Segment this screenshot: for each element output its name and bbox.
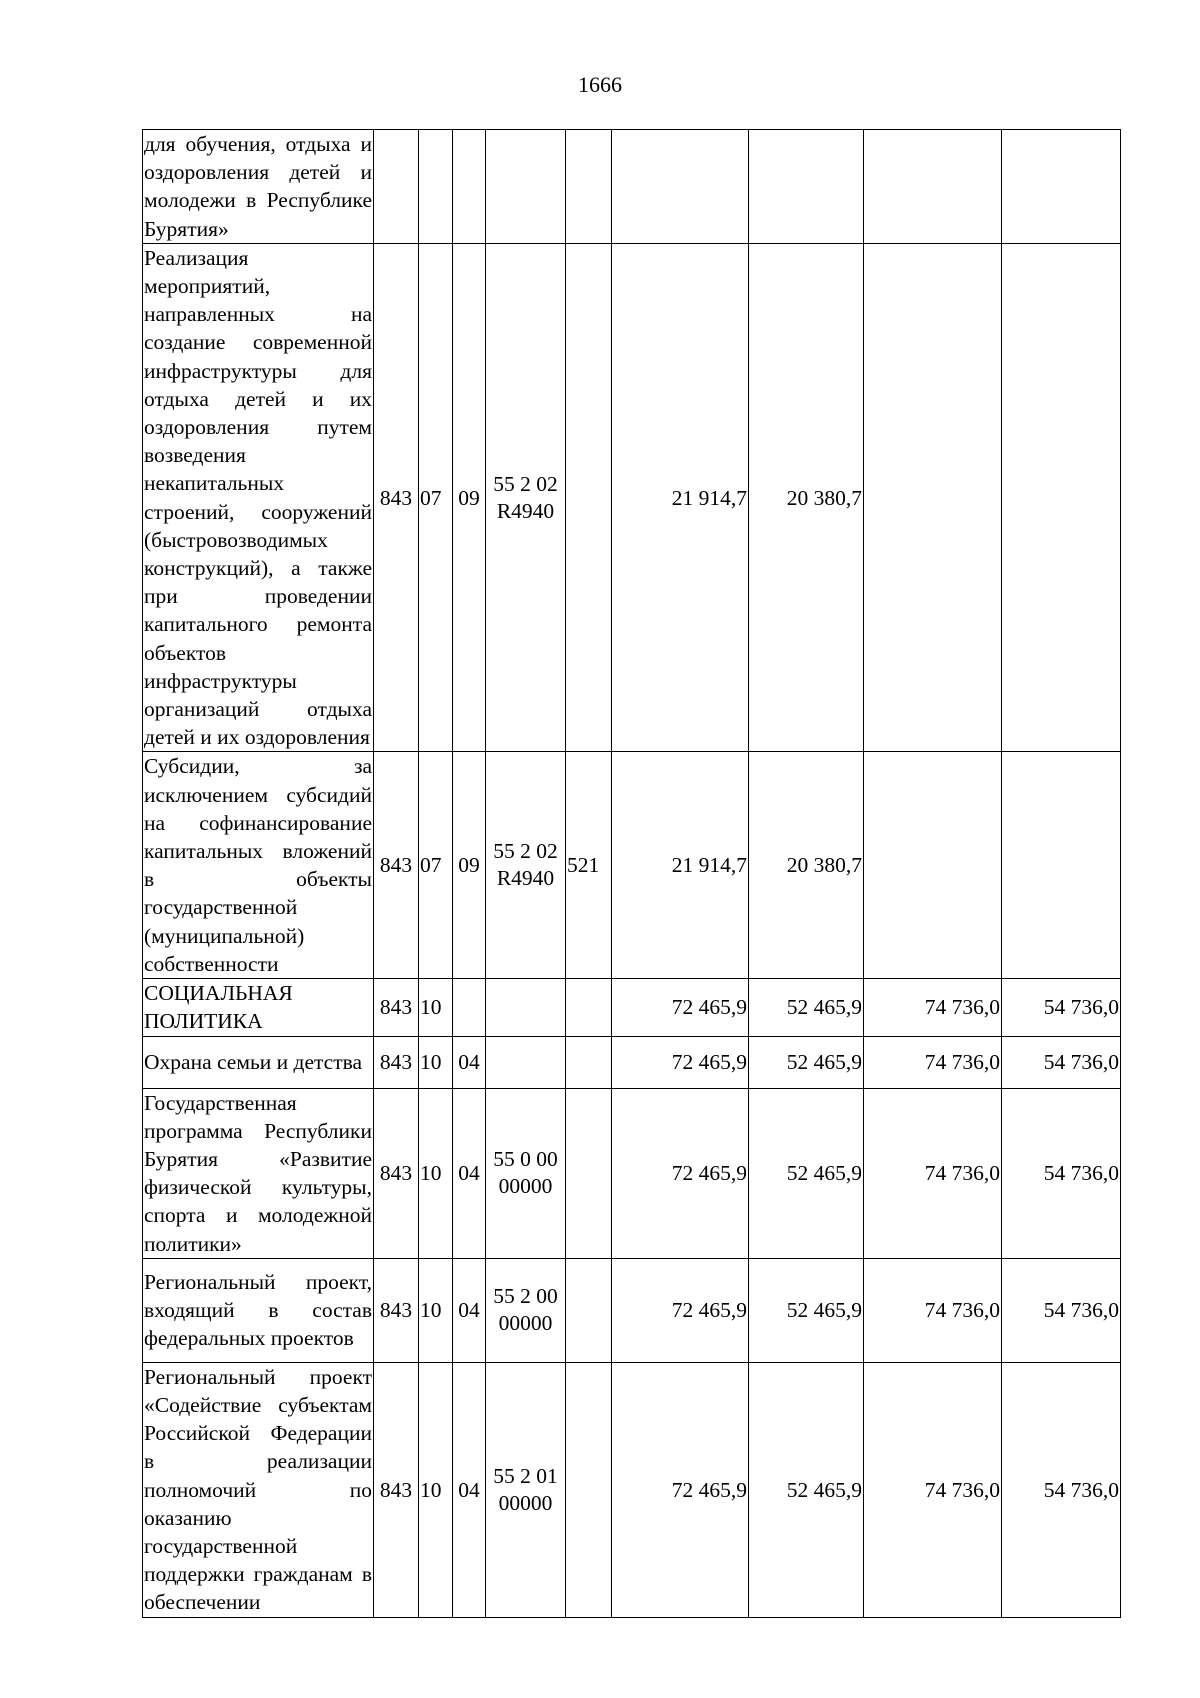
section-code: 10 [419, 979, 453, 1036]
target-article-line-1: 55 2 02 [493, 471, 558, 496]
target-article-line-1: 55 2 01 [493, 1463, 558, 1488]
grbs-code: 843 [374, 752, 419, 979]
target-article-line-1: 55 2 02 [493, 839, 558, 864]
amount-col-1: 21 914,7 [612, 752, 749, 979]
amount-col-4: 54 736,0 [1002, 979, 1121, 1036]
table-row [143, 130, 1121, 244]
table-row [143, 1258, 1121, 1362]
amount-col-4 [1002, 243, 1121, 752]
amount-col-3: 74 736,0 [864, 1258, 1002, 1362]
amount-col-2: 52 465,9 [749, 1258, 864, 1362]
amount-col-1: 72 465,9 [612, 1258, 749, 1362]
amount-col-2: 52 465,9 [749, 979, 864, 1036]
target-article-code [486, 752, 566, 979]
subsection-code: 04 [453, 1258, 486, 1362]
amount-col-4 [1002, 752, 1121, 979]
amount-col-3 [864, 752, 1002, 979]
target-article-line-2: 00000 [498, 1311, 553, 1336]
grbs-code: 843 [374, 1258, 419, 1362]
section-code: 10 [419, 1036, 453, 1088]
amount-col-1: 72 465,9 [612, 1362, 749, 1617]
target-article-line-2: 00000 [498, 1490, 553, 1515]
subsection-code: 04 [453, 1362, 486, 1617]
row-name: Государственная программа Республики Бурятия «Развитие физической культуры, спорта и молодежной политики» [143, 1088, 374, 1258]
table-row [143, 1088, 1121, 1258]
subsection-code: 04 [453, 1036, 486, 1088]
target-article-line-1: 55 0 00 [493, 1147, 558, 1172]
target-article-line-1: 55 2 00 [493, 1284, 558, 1309]
target-article-line-2: R4940 [496, 498, 555, 523]
grbs-code [374, 130, 419, 244]
table-row [143, 1362, 1121, 1617]
expense-type-code [566, 1088, 612, 1258]
target-article-code [486, 1258, 566, 1362]
amount-col-2: 20 380,7 [749, 752, 864, 979]
row-name: Реализация мероприятий, направленных на создание современной инфраструктуры для отдыха детей и их оздоровления путем возведения некапитальных строений, сооружений (быстровозводимых конструкций), а также при проведении капитального ремонта объектов инфраструктуры организаций отдыха детей и их оздоровления [143, 243, 374, 752]
grbs-code: 843 [374, 1088, 419, 1258]
target-article-code [486, 130, 566, 244]
amount-col-1 [612, 130, 749, 244]
amount-col-3: 74 736,0 [864, 1362, 1002, 1617]
section-code [419, 130, 453, 244]
row-name: СОЦИАЛЬНАЯ ПОЛИТИКА [143, 979, 374, 1036]
target-article-code [486, 1088, 566, 1258]
amount-col-4 [1002, 130, 1121, 244]
expense-type-code [566, 243, 612, 752]
subsection-code: 09 [453, 752, 486, 979]
amount-col-1: 72 465,9 [612, 1088, 749, 1258]
amount-col-3: 74 736,0 [864, 1088, 1002, 1258]
amount-col-1: 21 914,7 [612, 243, 749, 752]
table-row [143, 979, 1121, 1036]
section-code: 10 [419, 1258, 453, 1362]
amount-col-3 [864, 243, 1002, 752]
amount-col-4: 54 736,0 [1002, 1362, 1121, 1617]
table-row [143, 243, 1121, 752]
expense-type-code [566, 1362, 612, 1617]
amount-col-3: 74 736,0 [864, 979, 1002, 1036]
row-name: Охрана семьи и детства [143, 1036, 374, 1088]
amount-col-2 [749, 130, 864, 244]
amount-col-4: 54 736,0 [1002, 1036, 1121, 1088]
expense-type-code [566, 979, 612, 1036]
subsection-code [453, 979, 486, 1036]
grbs-code: 843 [374, 979, 419, 1036]
section-code: 10 [419, 1362, 453, 1617]
table-row [143, 1036, 1121, 1088]
row-name: Региональный проект, входящий в состав федеральных проектов [143, 1258, 374, 1362]
expense-type-code [566, 1258, 612, 1362]
expense-type-code [566, 1036, 612, 1088]
target-article-code [486, 979, 566, 1036]
budget-table [142, 129, 1121, 1618]
row-name: Региональный проект «Содействие субъектам Российской Федерации в реализации полномочий по оказанию государственной поддержки гражданам в обеспечении [143, 1362, 374, 1617]
section-code: 07 [419, 243, 453, 752]
target-article-code [486, 1362, 566, 1617]
amount-col-1: 72 465,9 [612, 979, 749, 1036]
amount-col-2: 20 380,7 [749, 243, 864, 752]
page-number: 1666 [578, 72, 622, 97]
table-row [143, 752, 1121, 979]
row-name: для обучения, отдыха и оздоровления детей и молодежи в Республике Бурятия» [143, 130, 374, 244]
grbs-code: 843 [374, 243, 419, 752]
section-code: 10 [419, 1088, 453, 1258]
amount-col-2: 52 465,9 [749, 1362, 864, 1617]
target-article-line-2: R4940 [496, 866, 555, 891]
subsection-code: 09 [453, 243, 486, 752]
amount-col-3: 74 736,0 [864, 1036, 1002, 1088]
expense-type-code [566, 130, 612, 244]
subsection-code: 04 [453, 1088, 486, 1258]
amount-col-1: 72 465,9 [612, 1036, 749, 1088]
expense-type-code: 521 [566, 752, 612, 979]
amount-col-4: 54 736,0 [1002, 1258, 1121, 1362]
subsection-code [453, 130, 486, 244]
target-article-code [486, 1036, 566, 1088]
grbs-code: 843 [374, 1362, 419, 1617]
table-body [143, 130, 1121, 1618]
section-code: 07 [419, 752, 453, 979]
amount-col-3 [864, 130, 1002, 244]
amount-col-2: 52 465,9 [749, 1088, 864, 1258]
grbs-code: 843 [374, 1036, 419, 1088]
target-article-code [486, 243, 566, 752]
amount-col-2: 52 465,9 [749, 1036, 864, 1088]
row-name: Субсидии, за исключением субсидий на софинансирование капитальных вложений в объекты государственной (муниципальной) собственности [143, 752, 374, 979]
amount-col-4: 54 736,0 [1002, 1088, 1121, 1258]
target-article-line-2: 00000 [498, 1174, 553, 1199]
